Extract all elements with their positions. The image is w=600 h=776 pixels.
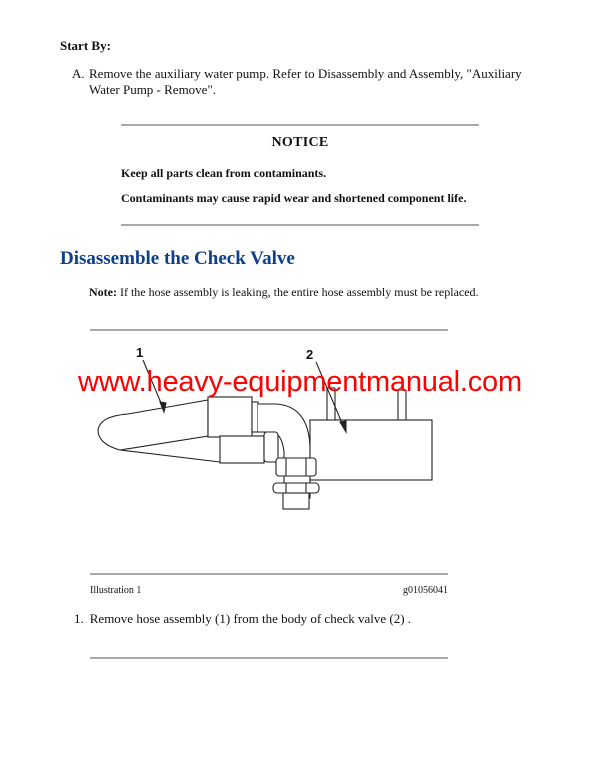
step-marker: 1.: [74, 611, 84, 626]
notice-top-divider: [121, 124, 479, 126]
notice-title: NOTICE: [271, 135, 329, 150]
notice-line-2: Contaminants may cause rapid wear and shortened component life.: [121, 191, 467, 205]
note-text: If the hose assembly is leaking, the entire hose assembly must be replaced.: [116, 285, 479, 299]
notice-line-1: Keep all parts clean from contaminants.: [121, 166, 327, 180]
callout-1: 1: [136, 345, 144, 360]
illustration-label: Illustration 1: [90, 585, 142, 596]
step-marker: A.: [72, 66, 85, 81]
step-1: [74, 611, 411, 627]
watermark: www.heavy-equipmentmanual.com: [78, 366, 522, 398]
figure-bottom-divider: [90, 573, 448, 575]
figure-top-divider: [90, 329, 448, 331]
start-by-heading: Start By:: [60, 38, 111, 53]
note-label: Note:: [89, 285, 117, 299]
note: [89, 285, 479, 300]
section-title: Disassemble the Check Valve: [60, 248, 295, 269]
callout-2: 2: [306, 347, 314, 362]
step-text: Remove hose assembly (1) from the body of check valve (2) .: [89, 611, 412, 626]
bottom-divider: [90, 657, 448, 659]
illustration-id: g01056041: [403, 585, 448, 596]
step-text: Remove the auxiliary water pump. Refer to Disassembly and Assembly, "Auxiliary Water Pump - Remove".: [89, 66, 522, 97]
notice-bottom-divider: [121, 224, 479, 226]
